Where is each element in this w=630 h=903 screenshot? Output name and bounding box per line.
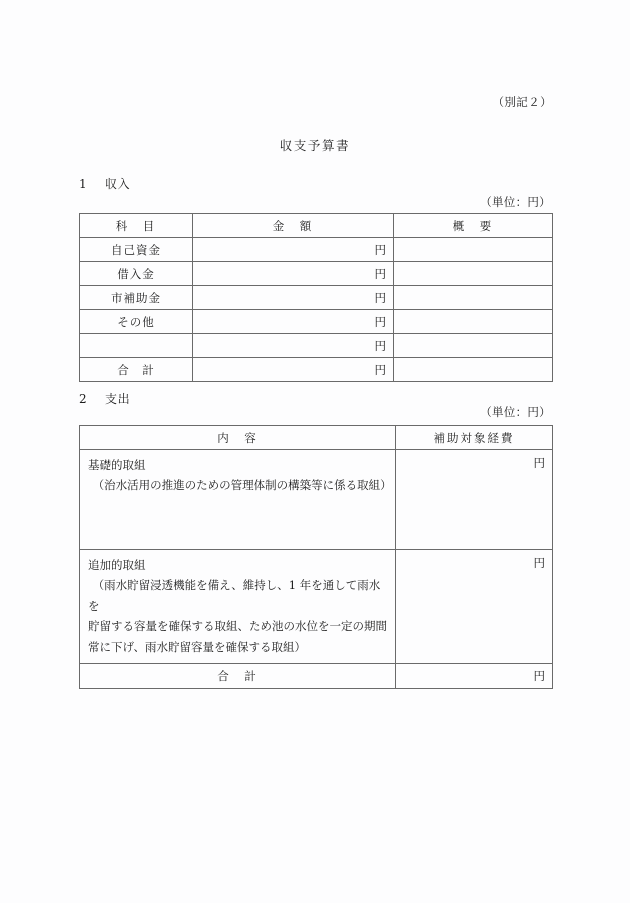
expense-table — [79, 425, 553, 689]
document-reference-note: （別記２） — [492, 95, 552, 109]
expense-row-detail-line: 常に下げ、雨水貯留容量を確保する取組） — [88, 639, 307, 654]
section-number-expense: 2 — [79, 392, 88, 406]
expense-row-title: 追加的取組 — [88, 558, 146, 572]
income-total-description-field[interactable] — [394, 358, 553, 382]
section-heading-income — [79, 175, 130, 192]
table-row-total — [80, 664, 553, 689]
income-row-item-blank[interactable] — [80, 334, 193, 358]
table-row — [80, 286, 553, 310]
expense-row-content-basic — [80, 450, 396, 550]
table-row — [80, 262, 553, 286]
expense-row-detail-line: （治水活用の推進のための管理体制の構築等に係る取組） — [92, 478, 392, 493]
expense-column-header-content: 内 容 — [80, 426, 396, 450]
section-label-expense: 支出 — [105, 392, 131, 406]
income-column-header-item: 科 目 — [80, 214, 193, 238]
expense-table-header-row — [80, 426, 553, 450]
income-table-header-row — [80, 214, 553, 238]
table-row — [80, 238, 553, 262]
income-row-amount-field[interactable]: 円 — [193, 262, 394, 286]
expense-row-cost-field-additional[interactable]: 円 — [396, 550, 553, 664]
unit-note-income: （単位：円） — [480, 195, 551, 209]
expense-column-header-cost: 補助対象経費 — [396, 426, 553, 450]
income-row-amount-field[interactable]: 円 — [193, 310, 394, 334]
income-row-item: その他 — [80, 310, 193, 334]
income-row-item: 自己資金 — [80, 238, 193, 262]
section-label-income: 収入 — [105, 177, 131, 191]
income-row-description-field[interactable] — [394, 310, 553, 334]
income-row-amount-field[interactable]: 円 — [193, 334, 394, 358]
income-row-description-field[interactable] — [394, 262, 553, 286]
expense-total-cost-field[interactable]: 円 — [396, 664, 553, 689]
income-row-description-field[interactable] — [394, 238, 553, 262]
table-row — [80, 334, 553, 358]
expense-row-content-additional — [80, 550, 396, 664]
section-number-income: 1 — [79, 177, 88, 191]
table-row — [80, 450, 553, 550]
income-total-amount-field[interactable]: 円 — [193, 358, 394, 382]
income-total-label: 合 計 — [80, 358, 193, 382]
table-row — [80, 550, 553, 664]
income-row-amount-field[interactable]: 円 — [193, 286, 394, 310]
page-title: 収支予算書 — [279, 138, 351, 153]
expense-row-cost-field-basic[interactable]: 円 — [396, 450, 553, 550]
unit-note-expense: （単位：円） — [480, 405, 551, 419]
expense-row-detail-line: （雨水貯留浸透機能を備え、維持し、1 年を通して雨水を — [88, 578, 381, 613]
income-row-description-field[interactable] — [394, 286, 553, 310]
income-column-header-amount: 金 額 — [193, 214, 394, 238]
income-row-item: 市補助金 — [80, 286, 193, 310]
expense-total-label: 合 計 — [80, 664, 396, 689]
expense-row-title: 基礎的取組 — [88, 458, 146, 472]
income-column-header-description: 概 要 — [394, 214, 553, 238]
income-row-description-field[interactable] — [394, 334, 553, 358]
table-row-total — [80, 358, 553, 382]
section-heading-expense — [79, 390, 130, 407]
expense-row-detail-line: 貯留する容量を確保する取組、ため池の水位を一定の期間 — [88, 619, 387, 634]
income-row-item: 借入金 — [80, 262, 193, 286]
income-table — [79, 213, 553, 382]
income-row-amount-field[interactable]: 円 — [193, 238, 394, 262]
table-row — [80, 310, 553, 334]
